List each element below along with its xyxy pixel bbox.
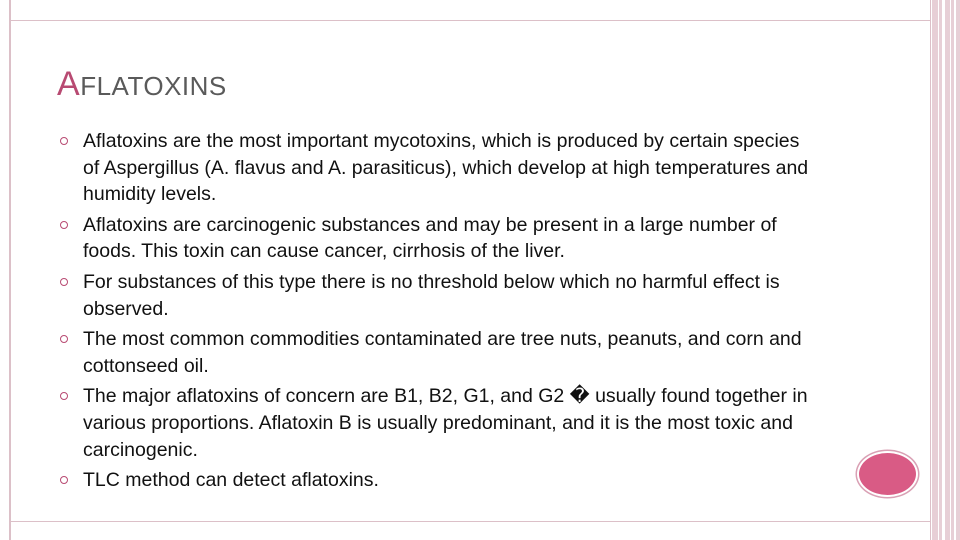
title-rest: FLATOXINS: [80, 71, 227, 101]
circle-outline-icon: [60, 221, 68, 229]
bullet-list: [58, 128, 818, 498]
decorative-oval: [857, 451, 918, 497]
list-item: [58, 128, 818, 208]
list-item: [58, 269, 818, 322]
circle-outline-icon: [60, 392, 68, 400]
circle-outline-icon: [60, 476, 68, 484]
title-first-letter: A: [57, 65, 81, 103]
circle-outline-icon: [60, 335, 68, 343]
bullet-text: Aflatoxins are the most important mycotoxins, which is produced by certain species of Aspergillus (A. flavus and A. parasiticus), which develop at high temperatures and humidity levels.: [83, 130, 809, 206]
bullet-text: For substances of this type there is no threshold below which no harmful effect is observed.: [83, 270, 780, 320]
stripe-gap: [950, 0, 951, 540]
frame-top-line: [9, 20, 931, 21]
frame-bottom-line: [9, 521, 931, 522]
frame-right-line: [930, 0, 931, 540]
stripe-gap: [942, 0, 945, 540]
list-item: [58, 326, 818, 379]
circle-outline-icon: [60, 137, 68, 145]
bullet-text: The most common commodities contaminated are tree nuts, peanuts, and corn and cottonseed oil.: [83, 328, 802, 377]
stripe-gap: [954, 0, 956, 540]
frame-left-line: [9, 0, 11, 540]
list-item: [58, 467, 818, 494]
circle-outline-icon: [60, 278, 68, 286]
list-item: [58, 212, 818, 265]
bullet-text: TLC method can detect aflatoxins.: [83, 469, 379, 492]
bullet-text: Aflatoxins are carcinogenic substances and may be present in a large number of foods. This toxin can cause cancer, cirrhosis of the liver.: [83, 213, 777, 263]
list-item: [58, 383, 818, 463]
stripe-gap: [938, 0, 939, 540]
slide-title: [57, 65, 227, 104]
bullet-text: The major aflatoxins of concern are B1, B2, G1, and G2 � usually found together in various proportions. Aflatoxin B is usually predominant, and it is the most toxic and carcinogenic.: [83, 385, 808, 461]
decorative-stripes: [932, 0, 960, 540]
